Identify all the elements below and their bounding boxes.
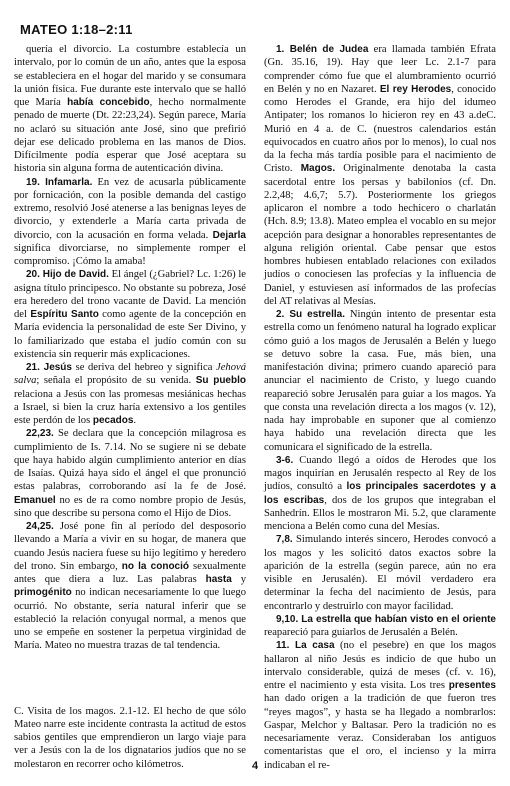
running-head: MATEO 1:18–2:11 [20, 22, 133, 37]
paragraph-r11 [264, 639, 496, 772]
bold-term: Dejarla [212, 229, 246, 241]
text-run: Ningún intento de presentar esta estrella como un fenómeno natural ha logrado explicar cómo guió a los magos de Jerusalén a Belén y luego se detuvo sobre la casa. Fue, más bien, una manifestación divina; primero cuando apareció para anunciar el nacimiento de Cristo, y luego cuando reapareció sobre Jerusalén para guiar a los magos. Ya que consta una revelación directa a los magos (v. 12), nada hay improbable en suponer que al comienzo haya habido una revelación directa que les comunicara el significado de la estrella. [264, 309, 496, 453]
text-run: era llamada también Efrata (Gn. 35.16, 19). Hay que leer Lc. 2.1-7 para comprender cómo fue que el alumbramiento ocurrió en Belén y no en Nazaret. [264, 44, 496, 95]
page-number: 4 [251, 760, 259, 772]
bold-term: presentes [448, 680, 496, 691]
text-run: no es de ra como nombre propio de Jesús, sino que describe su persona como el Hijo de Dios. [14, 494, 246, 519]
text-run: significa divorciarse, no simplemente romper el compromiso. ¡Cómo la amaba! [14, 242, 246, 267]
paragraph-p22 [14, 427, 246, 520]
text-run: como agente de la concepción en María evidencia la personalidad de este Ser Divino, y lo familiarizado que estaba el judío común con su existencia sin requerir más explicaciones. [14, 309, 247, 360]
bold-term: Su pueblo [195, 375, 246, 387]
paragraph-r1 [264, 43, 496, 308]
right-column [264, 43, 496, 772]
italic-phrase: Jehová salva [14, 362, 246, 387]
paragraph-r7 [264, 533, 496, 613]
bold-term: Espíritu Santo [30, 309, 99, 320]
bold-term: 9,10. La estrella que habían visto en el oriente [276, 613, 496, 625]
text-run: no indican necesariamente lo que luego ocurrió. No obstante, sería natural inferir que se estableció la relación conyugal normal, a menos que uno se empeñe en sostener la perpetua virginidad de María. Mateo no muestra trazas de tal tendencia. [14, 587, 246, 652]
paragraph-p0 [14, 43, 246, 176]
text-run: han dado origen a la tradición de que fueron tres “reyes magos”, y hasta se ha llegado a nombrarlos: Gaspar, Melchor y Baltasar. Pero la tradición no es necesariamente veraz. Consideraban los antiguos comentaristas que el oro, el incienso y la mirra indicaban el re- [264, 693, 496, 771]
bold-term: Emanuel [14, 494, 56, 506]
text-run: reapareció para guiarlos de Jerusalén a Belén. [264, 627, 458, 638]
text-run: , conocido como Herodes el Grande, era hijo del idumeo Antipater; los romanos lo hicieron rey en 43 a.deC. Murió en 4 a. de C. (nuestros calendarios están equivocados en cuatro años por lo menos), lo cual nos da la fecha más tardía posible para el nacimiento de Cristo. [264, 83, 496, 175]
bold-term: 19. Infamarla. [26, 176, 93, 188]
bold-term: El rey Herodes [379, 83, 452, 95]
text-run: , dos de los grupos que integraban el Sanhedrín. Ellos le mostraron Mi. 5.2, que claramente menciona a Belén como cuna del Mesías. [264, 494, 496, 532]
left-column [14, 43, 246, 772]
text-run: relaciona a Jesús con las promesas mesiánicas hechas a Israel, si bien la cruz haría extensivo a los gentiles este perdón de los [14, 388, 246, 426]
text-run: José pone fin al período del desposorio llevando a María a vivir en su hogar, de manera que cuando Jesús naciera fuese su hijo legítimo y heredero del trono. Sin embargo, [14, 521, 246, 572]
text-run: sexualmente antes que diera a luz. Las palabras [14, 560, 246, 585]
text-columns [14, 43, 496, 772]
bold-term: primogénito [14, 587, 72, 599]
text-run: Simulando interés sincero, Herodes convocó a los magos y les solicitó datos exactos sobre la aparición de la estrella (según parece, aún no era visible en Jerusalén). El móvil verdadero era determinar la fecha del nacimiento de Jesús, para encontrarlo y destruirlo con mayor facilidad. [264, 534, 496, 612]
bold-term: 2. Su estrella. [276, 309, 345, 320]
bold-term: 21. Jesús [26, 362, 72, 373]
paragraph-p24 [14, 520, 246, 653]
paragraph-r9 [264, 613, 496, 640]
bold-term: Magos. [300, 163, 336, 175]
text-run: El ángel (¿Gabriel? Lc. 1:26) le asigna título principesco. No obstante su pobreza, José era heredero del trono vacante de David. La mención del [14, 269, 246, 320]
paragraph-p19 [14, 176, 246, 269]
text-run: (no el pesebre) en que los magos hallaron al niño Jesús es indicio de que hubo un intervalo considerable, quizá de meses (cf. v. 16), entre el nacimiento y esta visita. Los tres [264, 640, 496, 691]
bold-term: 24,25. [26, 521, 54, 532]
text-run: C. Visita de los magos. 2.1-12. El hecho de que sólo Mateo narre este incidente contrasta la actitud de estos sabios gentiles que emprendieron un largo viaje para ver a Jesús con la de los dignatarios judíos que no se molestaron en recorrer ocho kilómetros. [14, 705, 246, 770]
text-run: ; señala el propósito de su venida. [36, 375, 196, 387]
text-run: Se declara que la concepción milagrosa es cumplimiento de Is. 7.14. No se sugiere ni se debate que haya habido algún cumplimiento anterior en días de Isaías. Quizá haya sido el ángel el que pronunció estas palabras, corroborando así la fe de José. [14, 428, 246, 493]
text-run: Cuando llegó a oídos de Herodes que los magos inquirían en Jerusalén respecto al Rey de los judíos, consultó a [264, 454, 496, 493]
bold-term: hasta [205, 574, 232, 585]
text-run: , hecho normalmente penado de muerte (Dt. 22:23,24). Según parece, María no aclaró su situación ante José, sino que prefirió dejar ese delicado problema en las manos de Dios. Difícilmente podía esperar que José aceptara su historia sin alguna forma de autenticación divina. [14, 97, 246, 175]
bold-term: pecados [92, 415, 134, 426]
bold-term: 11. La casa [276, 640, 335, 652]
text-run: se deriva del hebreo y significa [71, 362, 216, 373]
bold-term: no la conoció [121, 560, 189, 572]
bold-term: 7,8. [276, 534, 293, 546]
text-run: y [231, 574, 246, 585]
paragraph-r3 [264, 454, 496, 534]
bold-term: 3-6. [276, 454, 294, 466]
bold-term: 1. Belén de Judea [276, 44, 369, 55]
text-run: quería el divorcio. La costumbre establecía un intervalo, por lo común de un año, antes que la esposa se estableciera en el hogar del marido y se consumara la unión física. Fue durante este intervalo que se halló que María [14, 44, 246, 108]
section-gap [14, 653, 246, 705]
text-run: En vez de acusarla públicamente por fornicación, con la posible demanda del castigo extremo, resolvió José atenerse a las benignas leyes de divorcio, y extenderle a María carta privada de divorcio, con la acusación en forma velada. [14, 176, 246, 241]
text-run: Originalmente denotaba la casta sacerdotal entre los persas y babilonios (cf. Dn. 2.2,48; 4.6,7; 5.7). Posteriormente los griegos aplicaron el nombre a todo hechicero o charlatán (Hch. 8.9; 13.8). Mateo emplea el vocablo en su mejor acepción para designar a honorables representantes de alguna religión oriental. Cabe pensar que estos hombres hubiesen entablado relaciones con exilados judíos o conociesen las profecías y la influencia de Daniel, y estuviesen así informados de las profecías del AT relativas al Mesías. [264, 163, 496, 307]
bold-term: los principales sacerdotes y a los escribas [264, 481, 496, 506]
bold-term: 20. Hijo de David. [26, 269, 109, 281]
paragraph-p20 [14, 268, 246, 361]
paragraph-r2 [264, 308, 496, 454]
bold-term: había concebido [67, 97, 150, 108]
bold-term: 22,23. [26, 428, 54, 440]
text-run: . [133, 415, 137, 426]
paragraph-p21 [14, 361, 246, 427]
